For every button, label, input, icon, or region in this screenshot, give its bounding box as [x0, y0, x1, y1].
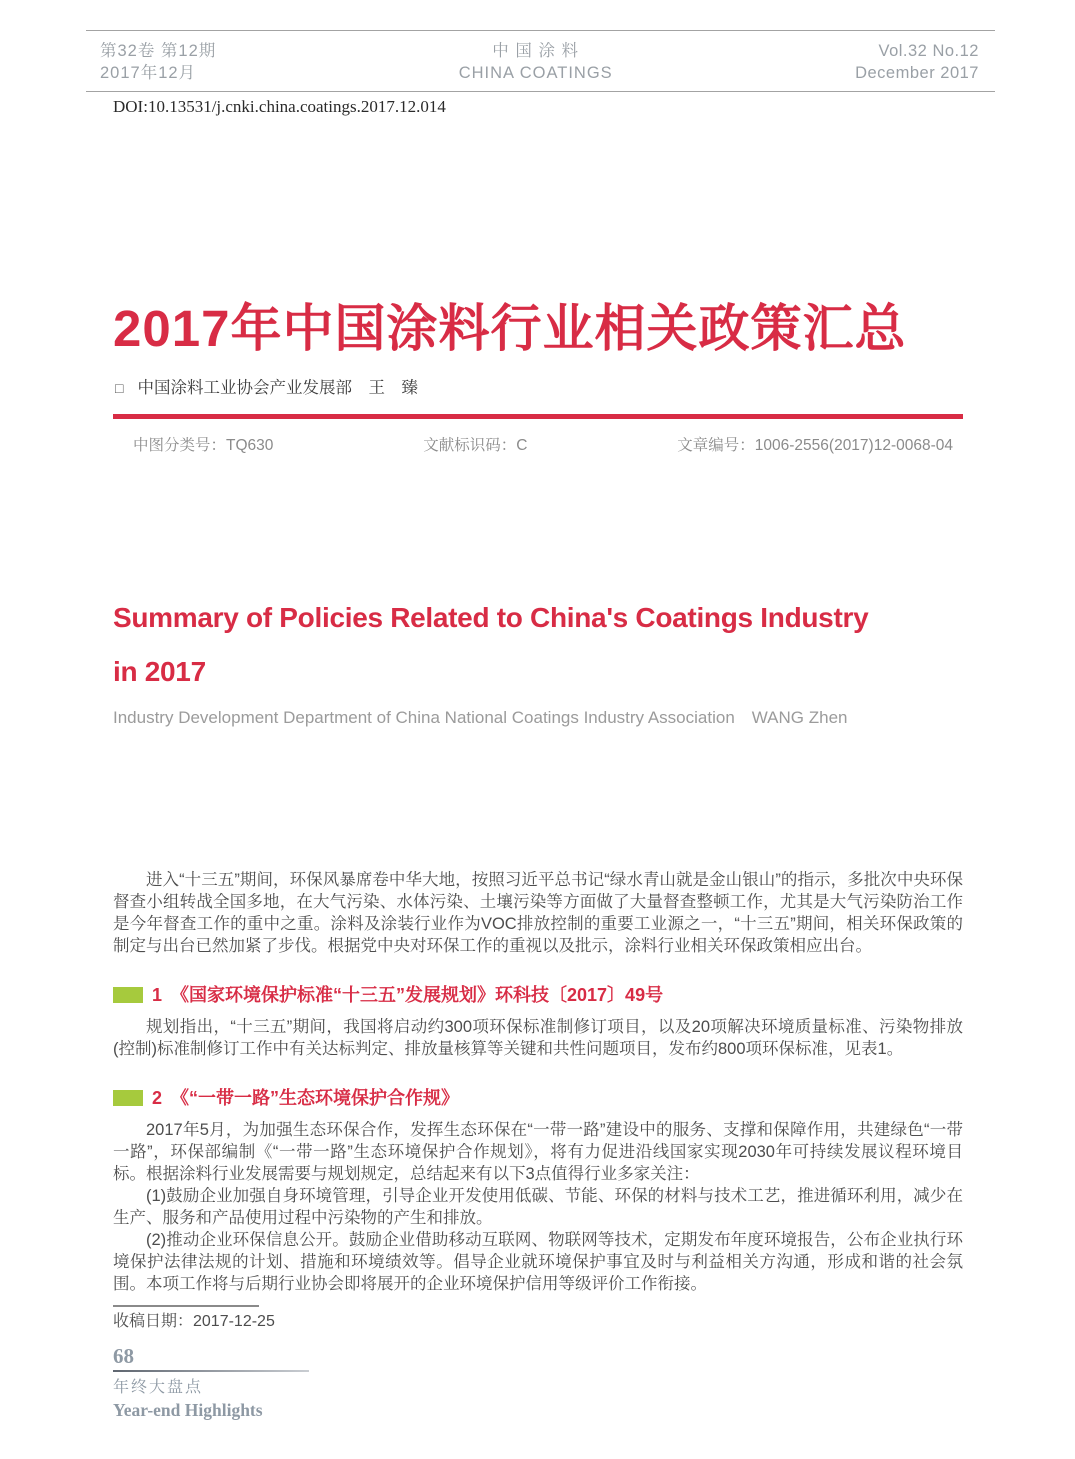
- section-2-title: 《“一带一路”生态环境保护合作规》: [171, 1088, 460, 1109]
- page-number: 68: [113, 1344, 134, 1369]
- section-marker-block: [113, 987, 143, 1003]
- article-title-en-line2: in 2017: [113, 656, 206, 688]
- section-2-paragraph-1: 2017年5月，为加强生态环保合作，发挥生态环保在“一带一路”建设中的服务、支撑和保障作用，共建绿色“一带一路”，环保部编制《“一带一路”生态环境保护合作规划》，将有力促进沿线国家实现2030年可持续发展议程环境目标。根据涂料行业发展需要与规划规定，总结起来有以下3点值得行业多家关注：: [113, 1121, 963, 1184]
- journal-issue-en: [855, 40, 979, 84]
- journal-issue-cn: [100, 40, 216, 84]
- section-1: [113, 984, 963, 1060]
- page-footer: [113, 1344, 1075, 1421]
- journal-name-en: CHINA COATINGS: [458, 64, 613, 82]
- column-title-cn: 年终大盘点: [113, 1379, 204, 1397]
- journal-date-en: December 2017: [855, 64, 979, 82]
- article-body: [113, 869, 963, 1295]
- received-date: 收稿日期：2017-12-25: [113, 1313, 275, 1331]
- author-line-en: Industry Development Department of China National Coatings Industry Association WANG Zhen: [113, 708, 848, 728]
- footer-rule: [113, 1370, 309, 1372]
- author-line-cn: [115, 377, 1075, 399]
- intro-paragraph: 进入“十三五”期间，环保风暴席卷中华大地，按照习近平总书记“绿水青山就是金山银山”的指示，多批次中央环保督查小组转战全国多地，在大气污染、水体污染、土壤污染等方面做了大量督查整顿工作，尤其是大气污染防治工作是今年督查工作的重中之重。涂料及涂装行业作为VOC排放控制的重要工业源之一，“十三五”期间，相关环保政策的制定与出台已然加紧了步伐。根据党中央对环保工作的重视以及批示，涂料行业相关环保政策相应出台。: [113, 871, 963, 956]
- title-divider-rule: [113, 414, 963, 419]
- section-1-title: 《国家环境保护标准“十三五”发展规划》环科技〔2017〕49号: [171, 985, 664, 1006]
- section-1-number: 1: [152, 985, 163, 1006]
- clc-number: 中图分类号：TQ630: [133, 437, 274, 455]
- journal-name-cn: 中 国 涂 料: [492, 42, 580, 60]
- section-2-number: 2: [152, 1088, 163, 1109]
- section-marker-block: [113, 1090, 143, 1106]
- document-code: 文献标识码：C: [423, 437, 528, 455]
- article-title-en-line1: Summary of Policies Related to China's Coatings Industry: [113, 602, 869, 634]
- section-2: [113, 1087, 963, 1295]
- section-1-paragraph: 规划指出，“十三五”期间，我国将启动约300项环保标准制修订项目，以及20项解决环境质量标准、污染物排放(控制)标准制修订工作中有关达标判定、排放量核算等关键和共性问题项目，发布约800项环保标准，见表1。: [113, 1018, 963, 1059]
- article-title-en: [113, 591, 1015, 699]
- section-2-heading: [113, 1087, 963, 1109]
- article-id: 文章编号：1006-2556(2017)12-0068-04: [677, 437, 953, 455]
- header-row: [86, 31, 995, 84]
- journal-volume-en: Vol.32 No.12: [878, 42, 979, 60]
- author-square-marker: □: [115, 380, 124, 397]
- header-bottom-rule: [86, 91, 995, 92]
- article-title-cn: 2017年中国涂料行业相关政策汇总: [113, 300, 907, 357]
- received-date-rule: [113, 1305, 259, 1307]
- section-2-paragraph-2: (1)鼓励企业加强自身环境管理，引导企业开发使用低碳、节能、环保的材料与技术工艺，推进循环利用，减少在生产、服务和产品使用过程中污染物的产生和排放。: [113, 1187, 963, 1228]
- column-title-en: Year-end Highlights: [113, 1400, 263, 1421]
- journal-date-cn: 2017年12月: [100, 64, 197, 82]
- article-meta-row: [113, 436, 963, 455]
- journal-name: [459, 40, 613, 84]
- journal-header: [86, 30, 995, 92]
- author-name-cn: 中国涂料工业协会产业发展部 王 臻: [137, 379, 418, 398]
- received-date-block: [113, 1305, 1075, 1332]
- section-1-heading: [113, 984, 963, 1006]
- section-2-paragraph-3: (2)推动企业环保信息公开。鼓励企业借助移动互联网、物联网等技术，定期发布年度环境报告，公布企业执行环境保护法律法规的计划、措施和环境绩效等。倡导企业就环境保护事宜及时与利益相关方沟通，形成和谐的社会氛围。本项工作将与后期行业协会即将展开的企业环境保护信用等级评价工作衔接。: [113, 1231, 963, 1294]
- doi-line: DOI:10.13531/j.cnki.china.coatings.2017.12.014: [113, 97, 446, 116]
- journal-volume-cn: 第32卷 第12期: [100, 42, 217, 60]
